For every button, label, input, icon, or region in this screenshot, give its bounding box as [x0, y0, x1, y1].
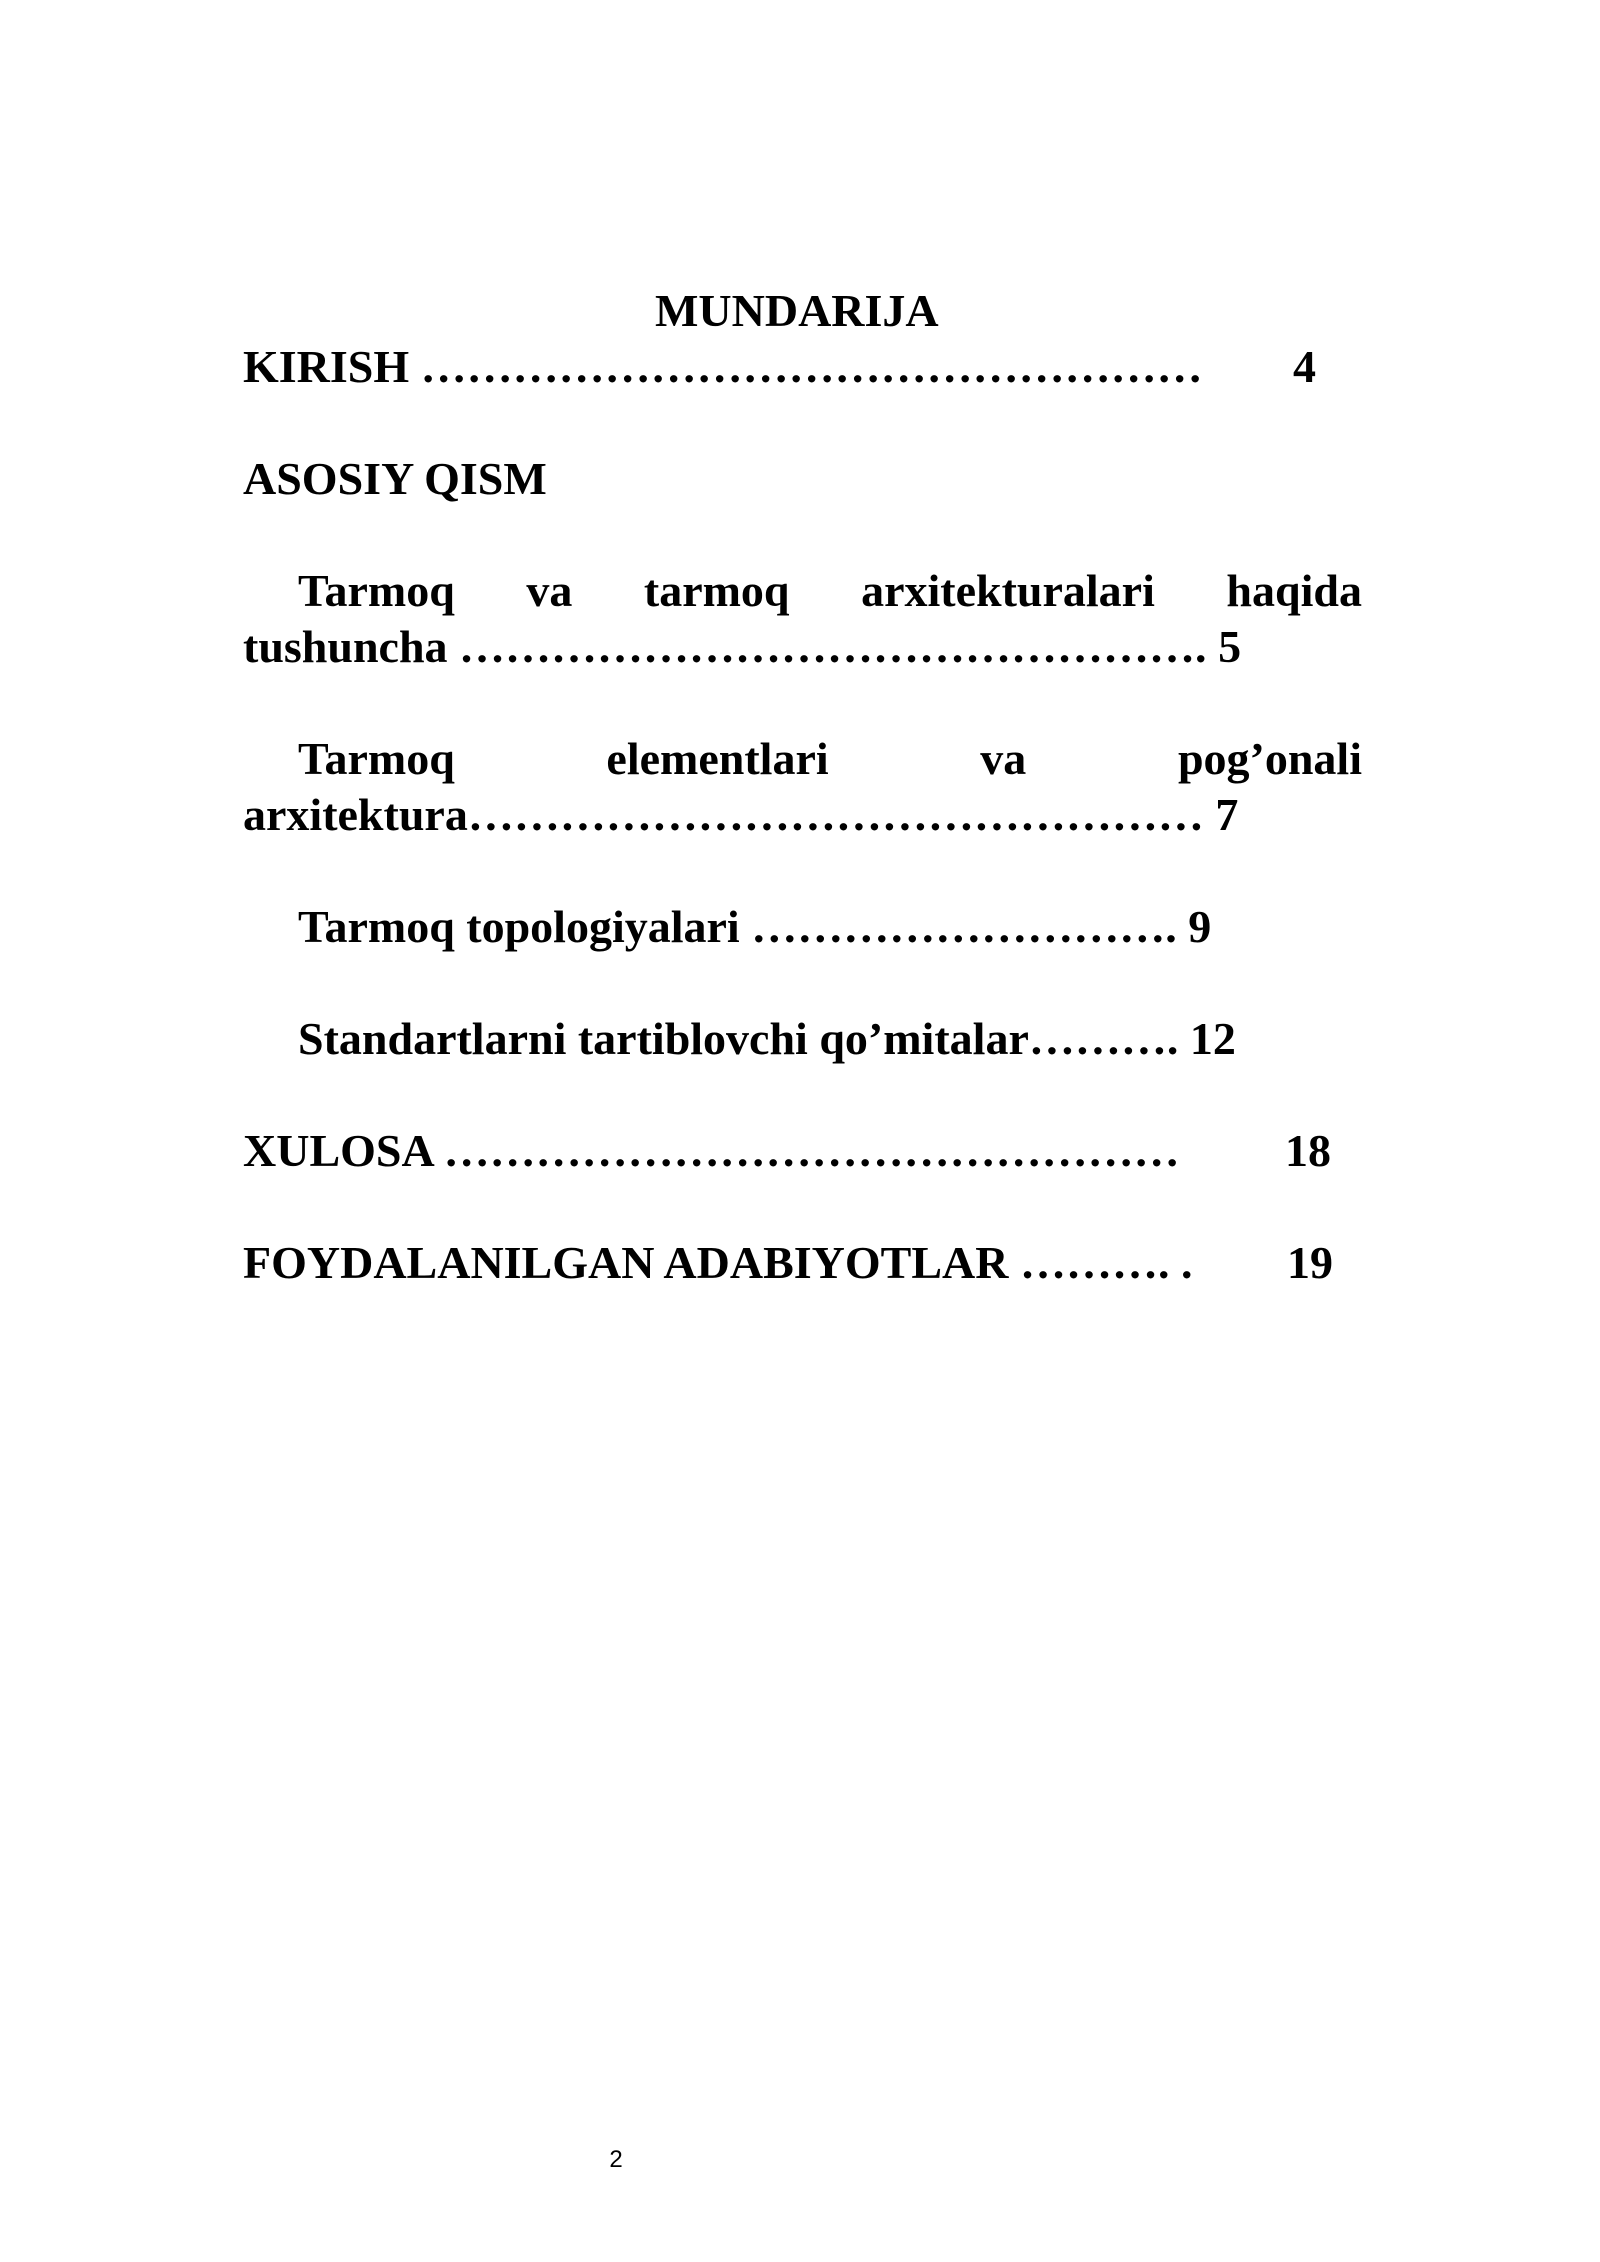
toc-entry-label: KIRISH [243, 341, 410, 392]
toc-word: va [980, 733, 1027, 784]
toc-entry-adabiyotlar [243, 1237, 1204, 1288]
toc-entry-kirish [243, 341, 1203, 392]
toc-entry-line [298, 733, 1362, 784]
toc-leader: …………………………………………… [409, 341, 1203, 392]
toc-leader: ………………………………………… [432, 1125, 1192, 1176]
toc-page-number: 5 [1218, 621, 1242, 672]
toc-page-number: 19 [1287, 1237, 1333, 1288]
toc-entry-text: Standartlarni tartiblovchi qo’mitalar………. [298, 1013, 1190, 1064]
toc-entry-label: FOYDALANILGAN ADABIYOTLAR [243, 1237, 1009, 1288]
toc-word: arxitekturalari [861, 565, 1155, 616]
toc-entry-line [298, 565, 1362, 616]
toc-entry-xulosa [243, 1125, 1192, 1176]
toc-word: tarmoq [643, 565, 790, 616]
toc-entry-label: XULOSA [243, 1125, 433, 1176]
toc-page-number: 7 [1215, 789, 1239, 840]
toc-word: pog’onali [1177, 733, 1362, 784]
toc-word: elementlari [606, 733, 829, 784]
toc-title: MUNDARIJA [655, 285, 939, 336]
toc-entry-text: Tarmoq topologiyalari ………………………. [298, 901, 1189, 952]
toc-entry-standartlar [298, 1013, 1236, 1064]
toc-word: Tarmoq [298, 733, 455, 784]
toc-entry-text: arxitektura………………………………………… [243, 789, 1216, 840]
toc-entry-text: tushuncha …………………………………………. [243, 621, 1219, 672]
toc-page-number: 4 [1293, 341, 1316, 392]
toc-entry-topologiyalari [298, 901, 1212, 952]
toc-page-number: 18 [1285, 1125, 1331, 1176]
toc-entry-line [243, 789, 1239, 840]
toc-page-number: 9 [1188, 901, 1212, 952]
toc-leader: ………. . [1008, 1237, 1204, 1288]
toc-page-number: 12 [1189, 1013, 1236, 1064]
toc-word: Tarmoq [298, 565, 455, 616]
toc-section-asosiy: ASOSIY QISM [243, 453, 547, 504]
toc-entry-line [243, 621, 1242, 672]
toc-word: haqida [1226, 565, 1362, 616]
page-number: 2 [609, 2146, 623, 2173]
toc-word: va [526, 565, 573, 616]
